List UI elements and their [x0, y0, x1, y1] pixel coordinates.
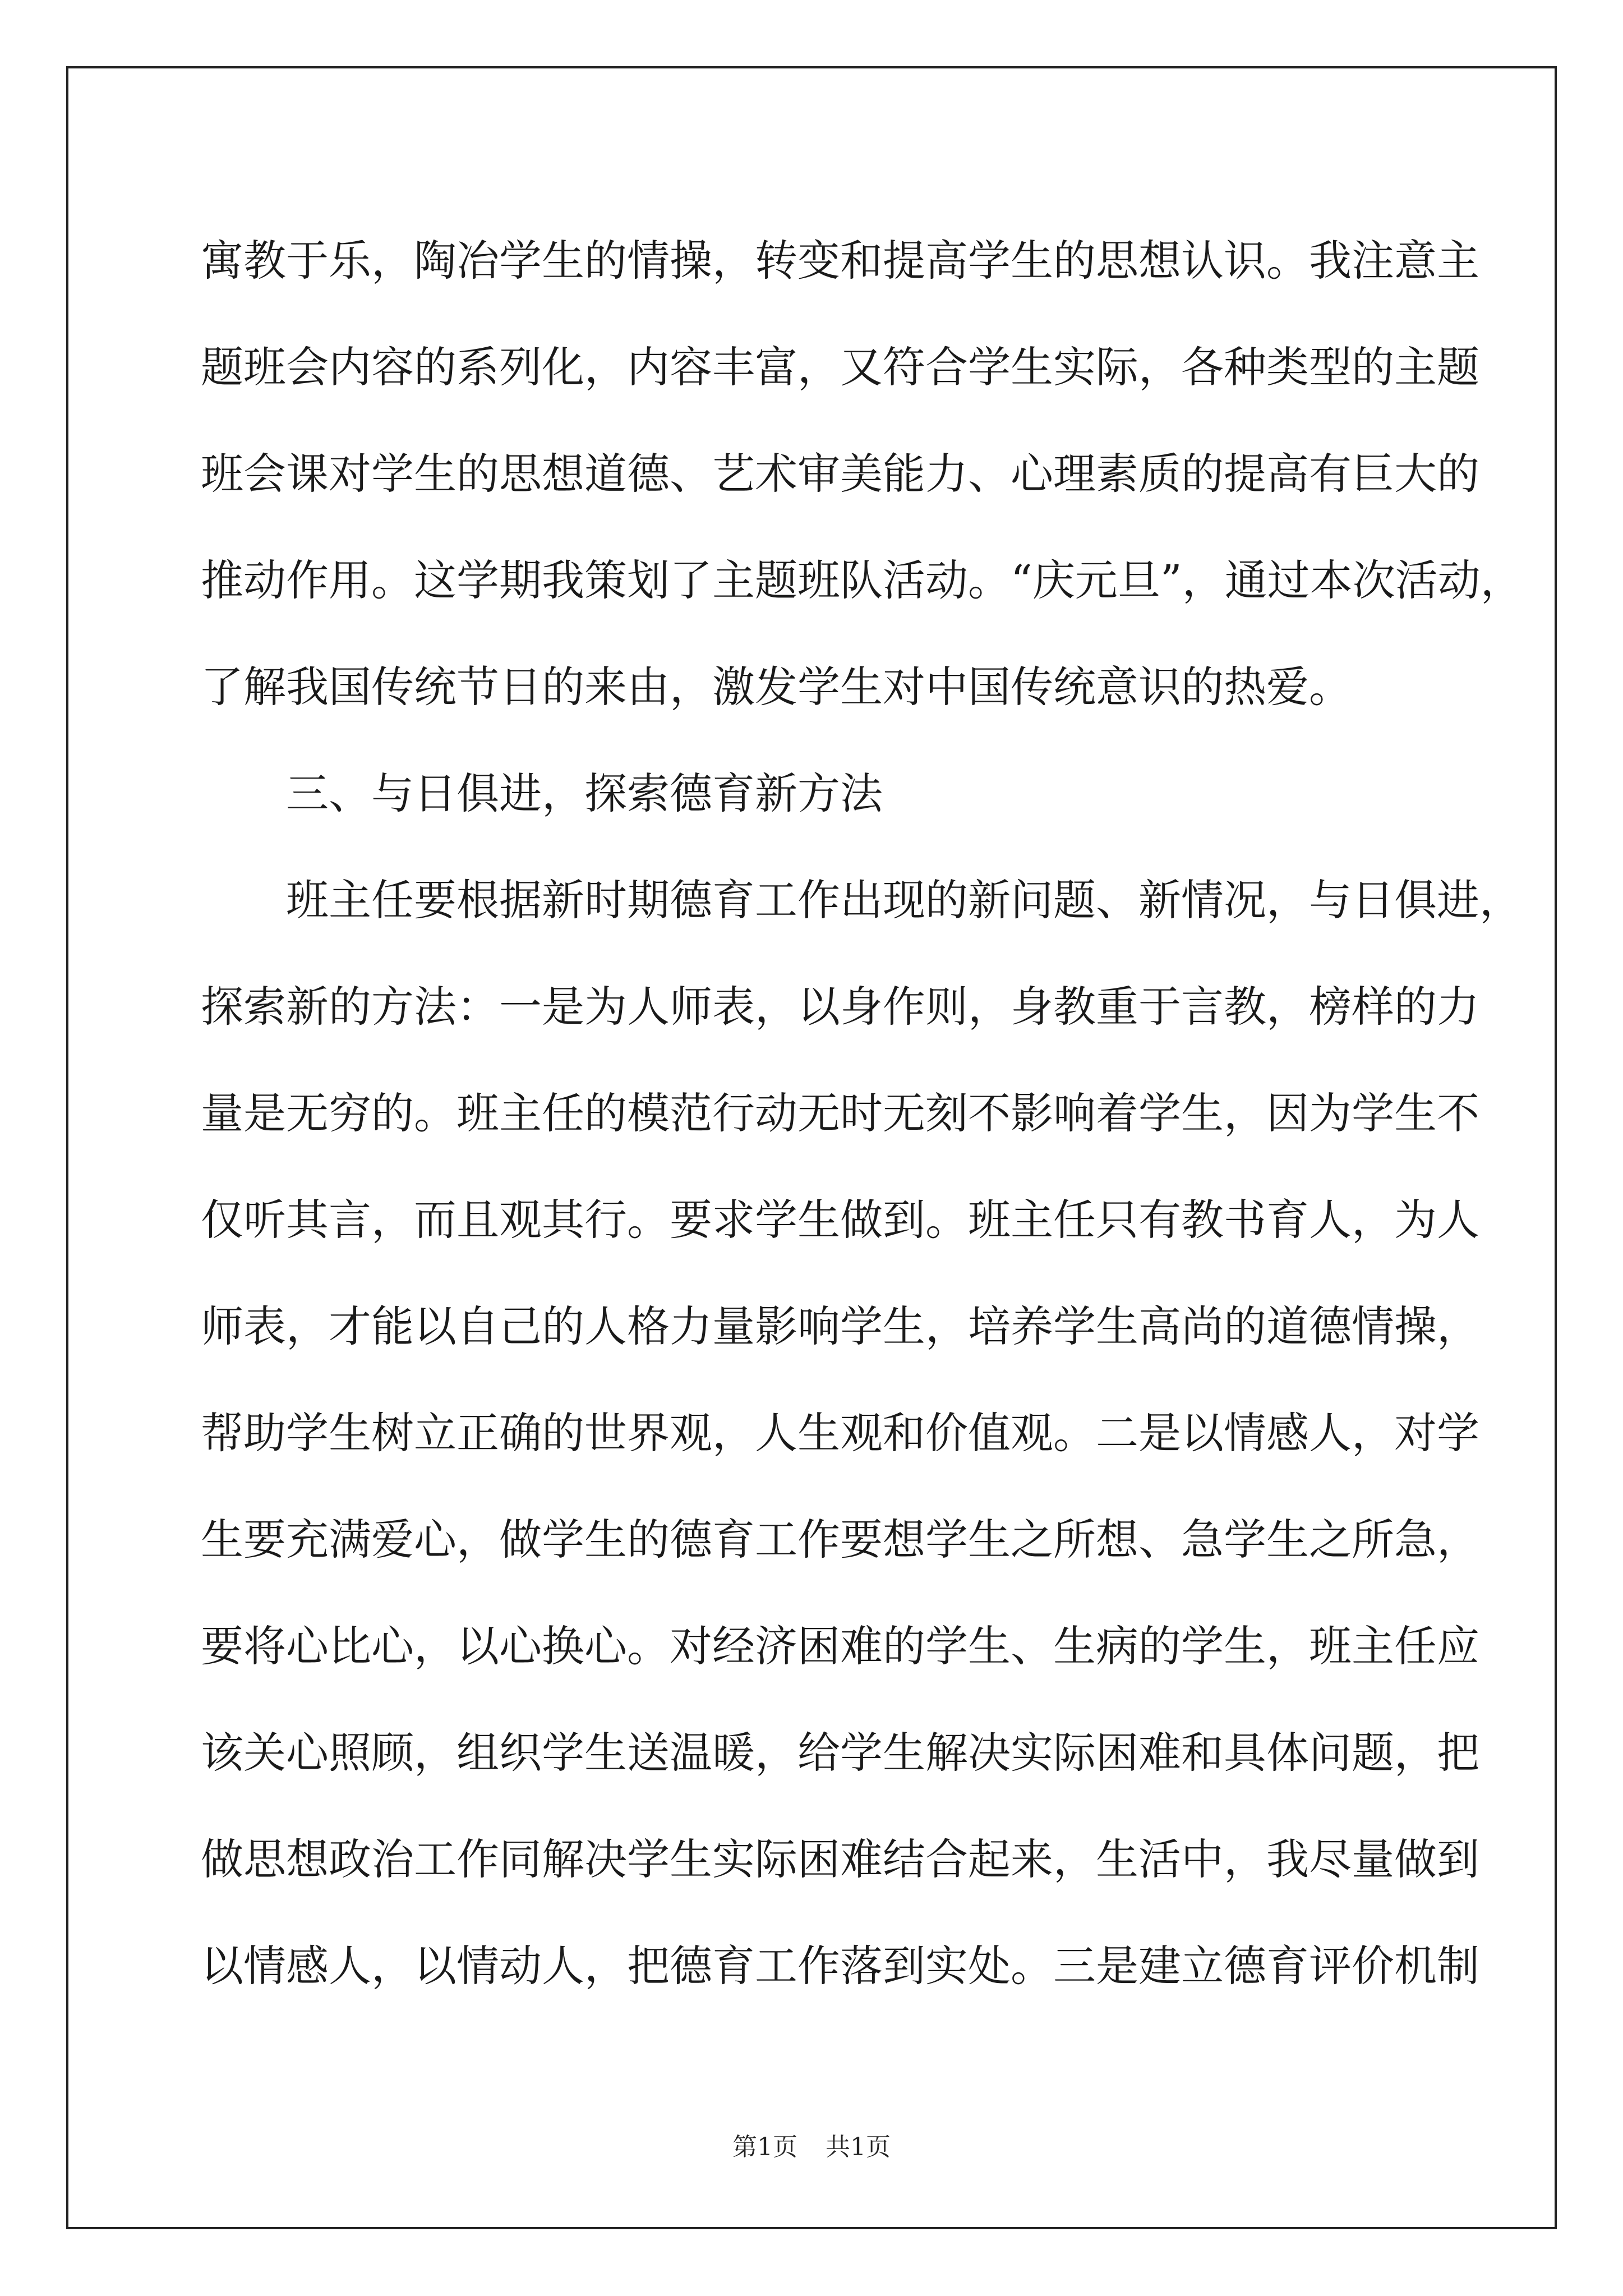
- text-line: 寓教于乐，陶冶学生的情操，转变和提高学生的思想认识。我注意主: [201, 236, 1479, 286]
- page-footer: [0, 2131, 1623, 2164]
- text-line: 量是无穷的。班主任的模范行动无时无刻不影响着学生，因为学生不: [201, 1088, 1479, 1138]
- text-line: 题班会内容的系列化，内容丰富，又符合学生实际，各种类型的主题: [201, 342, 1479, 392]
- text-line: 该关心照顾，组织学生送温暖，给学生解决实际困难和具体问题，把: [201, 1728, 1479, 1778]
- text-line: 生要充满爱心，做学生的德育工作要想学生之所想、急学生之所急，: [201, 1515, 1479, 1565]
- text-line: 班会课对学生的思想道德、艺术审美能力、心理素质的提高有巨大的: [201, 449, 1479, 499]
- text-line: 推动作用。这学期我策划了主题班队活动。“庆元旦”，通过本次活动，: [201, 555, 1523, 605]
- text-line: 了解我国传统节日的来由，激发学生对中国传统意识的热爱。: [201, 662, 1352, 712]
- text-line: 以情感人，以情动人，把德育工作落到实处。三是建立德育评价机制: [201, 1941, 1479, 1991]
- section-heading: 三、与日俱进，探索德育新方法: [286, 769, 883, 818]
- page-number: 第1页: [732, 2133, 797, 2161]
- document-body: [201, 208, 1523, 2019]
- page-total: 共1页: [826, 2133, 891, 2161]
- text-line: 探索新的方法：一是为人师表，以身作则，身教重于言教，榜样的力: [201, 982, 1479, 1032]
- text-line: 帮助学生树立正确的世界观，人生观和价值观。二是以情感人，对学: [201, 1408, 1479, 1458]
- text-line: 师表，才能以自己的人格力量影响学生，培养学生高尚的道德情操，: [201, 1301, 1479, 1351]
- text-line: 仅听其言，而且观其行。要求学生做到。班主任只有教书育人，为人: [201, 1195, 1479, 1245]
- text-line: 班主任要根据新时期德育工作出现的新问题、新情况，与日俱进，: [286, 875, 1522, 925]
- text-line: 要将心比心，以心换心。对经济困难的学生、生病的学生，班主任应: [201, 1621, 1479, 1671]
- text-line: 做思想政治工作同解决学生实际困难结合起来，生活中，我尽量做到: [201, 1834, 1479, 1884]
